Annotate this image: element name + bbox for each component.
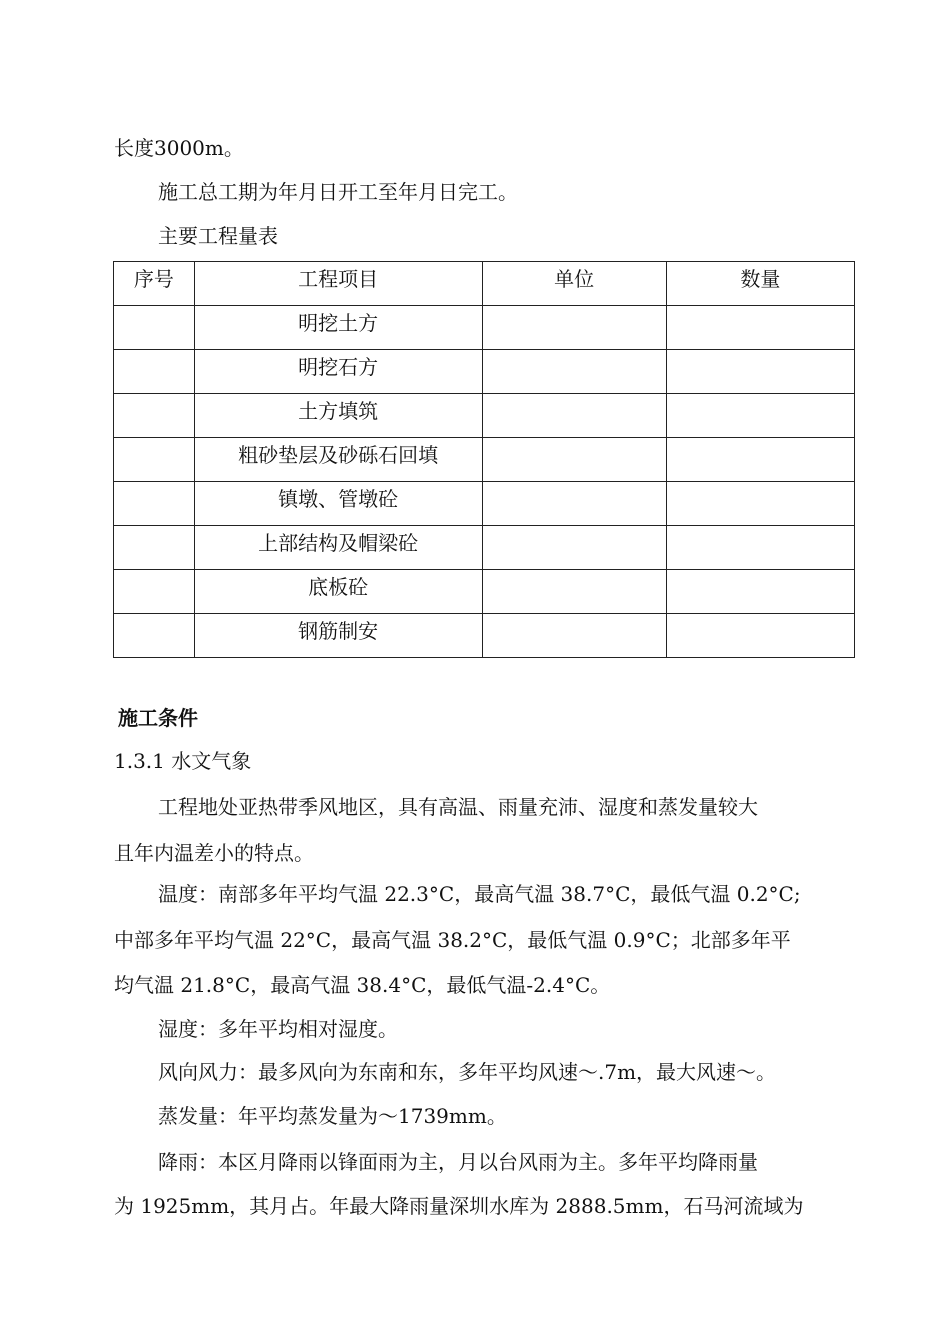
- paragraph-line: 为 1925mm，其月占。年最大降雨量深圳水库为 2888.5mm，石马河流域为: [114, 1194, 804, 1218]
- schedule-line: 施工总工期为年月日开工至年月日完工。: [158, 180, 518, 204]
- cell-no: [114, 394, 195, 438]
- cell-no: [114, 350, 195, 394]
- cell-item: 镇墩、管墩砼: [194, 482, 482, 526]
- table-row: [114, 306, 855, 350]
- cell-no: [114, 614, 195, 658]
- cell-qty: [666, 526, 854, 570]
- cell-item: 钢筋制安: [194, 614, 482, 658]
- quantity-table: [113, 261, 855, 658]
- paragraph-line: 均气温 21.8°C，最高气温 38.4°C，最低气温-2.4°C。: [114, 973, 611, 997]
- paragraph-line: 降雨：本区月降雨以锋面雨为主，月以台风雨为主。多年平均降雨量: [158, 1150, 758, 1174]
- table-row: [114, 350, 855, 394]
- cell-unit: [482, 614, 666, 658]
- cell-qty: [666, 350, 854, 394]
- cell-unit: [482, 394, 666, 438]
- paragraph-line: 蒸发量：年平均蒸发量为～1739mm。: [158, 1104, 507, 1128]
- cell-item: 明挖土方: [194, 306, 482, 350]
- cell-unit: [482, 482, 666, 526]
- header-qty: 数量: [666, 262, 854, 306]
- table-row: [114, 438, 855, 482]
- cell-qty: [666, 570, 854, 614]
- table-row: [114, 526, 855, 570]
- cell-item: 底板砼: [194, 570, 482, 614]
- paragraph-line: 温度：南部多年平均气温 22.3°C，最高气温 38.7°C，最低气温 0.2°C;: [158, 882, 801, 906]
- cell-item: 土方填筑: [194, 394, 482, 438]
- cell-item: 明挖石方: [194, 350, 482, 394]
- cell-unit: [482, 526, 666, 570]
- cell-no: [114, 438, 195, 482]
- cell-unit: [482, 350, 666, 394]
- cell-no: [114, 570, 195, 614]
- cell-qty: [666, 438, 854, 482]
- cell-item: 粗砂垫层及砂砾石回填: [194, 438, 482, 482]
- paragraph-line: 湿度：多年平均相对湿度。: [158, 1017, 398, 1041]
- cell-qty: [666, 482, 854, 526]
- cell-unit: [482, 438, 666, 482]
- cell-unit: [482, 306, 666, 350]
- cell-no: [114, 306, 195, 350]
- paragraph-line: 风向风力：最多风向为东南和东，多年平均风速～.7m，最大风速～。: [158, 1060, 777, 1084]
- table-caption: 主要工程量表: [158, 224, 278, 248]
- section-subheading: 1.3.1 水文气象: [114, 749, 252, 773]
- length-line: 长度3000m。: [114, 136, 244, 160]
- paragraph-line: 且年内温差小的特点。: [114, 841, 314, 865]
- header-no: 序号: [114, 262, 195, 306]
- cell-no: [114, 526, 195, 570]
- paragraph-line: 工程地处亚热带季风地区，具有高温、雨量充沛、湿度和蒸发量较大: [158, 795, 758, 819]
- cell-unit: [482, 570, 666, 614]
- cell-qty: [666, 306, 854, 350]
- table-row: [114, 394, 855, 438]
- table-header-row: [114, 262, 855, 306]
- header-unit: 单位: [482, 262, 666, 306]
- table-row: [114, 614, 855, 658]
- paragraph-line: 中部多年平均气温 22°C，最高气温 38.2°C，最低气温 0.9°C；北部多年平: [114, 928, 791, 952]
- cell-qty: [666, 614, 854, 658]
- cell-no: [114, 482, 195, 526]
- table-row: [114, 570, 855, 614]
- table-row: [114, 482, 855, 526]
- cell-qty: [666, 394, 854, 438]
- section-heading: 施工条件: [118, 706, 198, 730]
- cell-item: 上部结构及帽梁砼: [194, 526, 482, 570]
- header-item: 工程项目: [194, 262, 482, 306]
